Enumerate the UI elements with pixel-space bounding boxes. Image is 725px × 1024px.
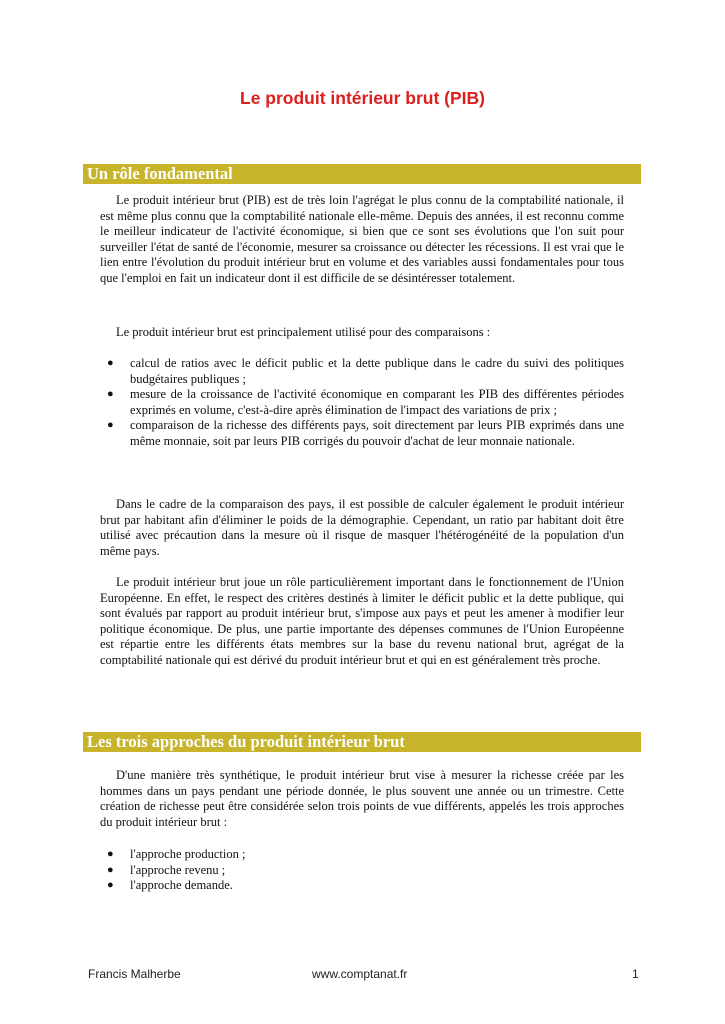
paragraph-comparisons: Le produit intérieur brut est principalement utilisé pour des comparaisons :: [116, 325, 491, 339]
bullet-icon: ●: [107, 848, 114, 860]
list-item: ● comparaison de la richesse des différents pays, soit directement par leurs PIB exprimés dans une même monnaie, soit par leurs PIB corrigés du pouvoir d'achat de leur monnaie nationale.: [107, 418, 624, 448]
list-item: ● calcul de ratios avec le déficit public et la dette publique dans le cadre du suivi des politiques budgétaires publiques ;: [107, 356, 624, 386]
bullet-icon: ●: [107, 357, 114, 369]
footer-website[interactable]: www.comptanat.fr: [312, 967, 408, 981]
list-item: ● l'approche revenu ;: [107, 862, 226, 877]
document-title: Le produit intérieur brut (PIB): [240, 88, 485, 108]
footer-author: Francis Malherbe: [88, 967, 181, 981]
section-heading-approaches: Les trois approches du produit intérieur brut: [83, 732, 641, 752]
section-heading-role: Un rôle fondamental: [83, 164, 641, 184]
bullet-icon: ●: [107, 879, 114, 892]
paragraph-per-capita: Dans le cadre de la comparaison des pays, il est possible de calculer également le produit intérieur brut par habitant afin d'éliminer le poids de la démographie. Cependant, un ratio par habitant doit être utilisé avec précaution dans la mesure où il risque de masquer l'hétérogénéité de la population d'un même pays.: [100, 497, 624, 558]
bullet-icon: ●: [107, 419, 114, 432]
list-item: ● l'approche production ;: [107, 847, 246, 861]
list-item: ● mesure de la croissance de l'activité économique en comparant les PIB des différentes périodes exprimés en volume, c'est-à-dire après élimination de l'impact des variations de prix ;: [107, 387, 624, 417]
approaches-list: [100, 847, 624, 894]
paragraph-approaches: D'une manière très synthétique, le produit intérieur brut vise à mesurer la richesse créée par les hommes dans un pays pendant une période donnée, le plus souvent une année ou un trimestre. Cette création de richesse peut être considérée selon trois points de vue différents, appelés les trois approches du produit intérieur brut :: [100, 768, 624, 829]
comparison-list: [100, 356, 624, 450]
bullet-icon: ●: [107, 388, 114, 401]
list-item: ● l'approche demande.: [107, 878, 233, 893]
paragraph-intro: Le produit intérieur brut (PIB) est de très loin l'agrégat le plus connu de la comptabilité nationale, il est même plus connu que la comptabilité nationale elle-même. Depuis des années, il est reconnu comme le meilleur indicateur de l'activité économique, si bien que ce sont ses évolutions que l'on suit pour surveiller l'état de santé de l'économie, mesurer sa croissance ou détecter les récessions. Il est vrai que le lien entre l'évolution du produit intérieur brut en volume et des variables aussi fondamentales pour tous que l'emploi en fait un indicateur dont il est difficile de se désintéresser totalement.: [100, 193, 624, 285]
bullet-icon: ●: [107, 863, 114, 876]
paragraph-eu: Le produit intérieur brut joue un rôle particulièrement important dans le fonctionnement de l'Union Européenne. En effet, le respect des critères destinés à limiter le déficit public et la dette publique, qui sont évalués par rapport au produit intérieur brut, s'impose aux pays et peut les amener à modifier leur politique économique. De plus, une partie importante des dépenses communes de l'Union Européenne est répartie entre les différents états membres sur la base du revenu national brut, agrégat de la comptabilité nationale qui est dérivé du produit intérieur brut et qui en est généralement très proche.: [100, 575, 624, 667]
footer-page-number: 1: [632, 967, 639, 981]
